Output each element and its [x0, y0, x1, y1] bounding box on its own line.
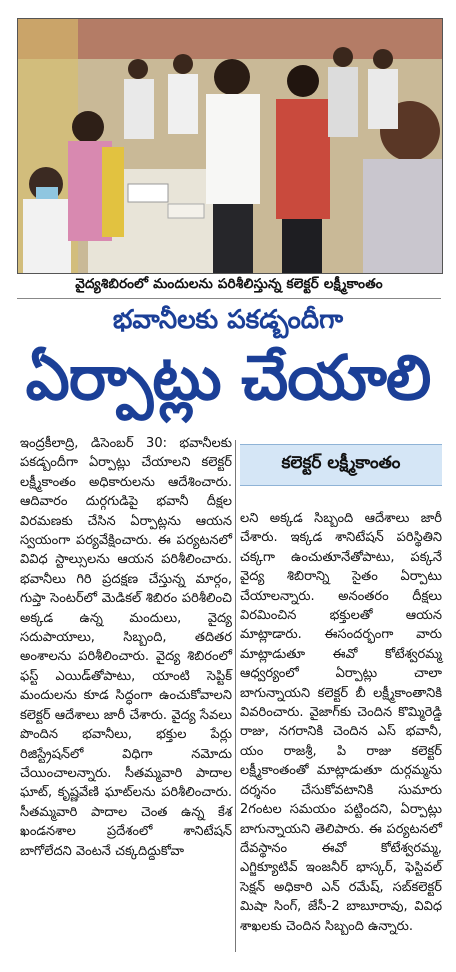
news-photo: [17, 18, 443, 274]
caption-divider: [17, 298, 441, 299]
subhead-text: కలెక్టర్ లక్ష్మీకాంతం: [281, 453, 401, 473]
subhead-box: [240, 444, 442, 486]
column-divider: [235, 440, 236, 952]
headline-main: ఏర్పాట్లు చేయాలి: [25, 341, 431, 414]
photo-illustration: [18, 19, 442, 273]
photo-caption: వైద్యశిబిరంలో మందులను పరిశీలిస్తున్న కలెక్టర్ లక్ష్మీకాంతం: [75, 276, 383, 292]
article-column-right: [240, 509, 442, 936]
article-text-left: ఇంద్రకీలాద్రి, డిసెంబర్ 30: భవానీలకు పకడ్బందీగా ఏర్పాట్లు చేయాలని కలెక్టర్ లక్ష్మీకాంతం అధికారులను ఆదేశించారు. ఆదివారం దుర్గగుడిపై భవానీ దీక్షల విరమణకు చేసిన ఏర్పాట్లను ఆయన స్వయంగా పర్యవేక్షించారు. ఈ పర్యటనలో వివిధ స్టాల్సులను ఆయన పరిశీలించారు. భవానీలు గిరి ప్రదక్షణ చేస్తున్న మార్గం, గుప్తా సెంటర్‌లో మెడికల్ శిబిరం పరిశీలించి అక్కడ ఉన్న మందులు, వైద్య సదుపాయాలు, సిబ్బంది, తదితర అంశాలను పరిశీలించారు. వైద్య శిబిరంలో ఫస్ట్ ఎయిడ్‌తోపాటు, యాంటి సెప్టిక్ మందులను కూడ సిద్ధంగా ఉంచుకోవాలని కలెక్టర్ ఆదేశాలు జారీ చేశారు. వైద్య సేవలు పొందిన భవానీలు, భక్తుల పేర్లు రిజిస్ట్రేషన్‌లో విధిగా నమోదు చేయించాలన్నారు. సీతమ్మవారి పాదాల ఘాట్, కృష్ణవేణి ఘాట్‌లను పరిశీలించారు. సీతమ్మవారి పాదాల చెంత ఉన్న కేశ ఖండనశాల ప్రదేశంలో శానిటేషన్ బాగోలేదని వెంటనే చక్కదిద్దుకోవా: [20, 436, 232, 859]
article-text-right: లని అక్కడ సిబ్బంది ఆదేశాలు జారీ చేశారు. ఇక్కడ శానిటేషన్ పరిస్థితిని చక్కగా ఉంచుతూనేతోపాటు, పక్కనే వైద్య శిబిరాన్ని సైతం ఏర్పాటు చేయాలన్నారు. అనంతరం దీక్షలు విరమించిన భక్తులతో ఆయన మాట్లాడారు. ఈసందర్భంగా వారు మాట్లాడుతూ ఈవో కోటేశ్వరమ్మ ఆధ్వర్యంలో ఏర్పాట్లు చాలా బాగున్నాయని కలెక్టర్ బీ లక్ష్మీకాంతానికి వివరించారు. వైజాగ్‌కు చెందిన కొమ్మిరెడ్డి రాజు, నగరానికి చెందిన ఎస్ భవానీ, యం రాజశ్రీ, పి రాజు కలెక్టర్ లక్ష్మీకాంతంతో మాట్లాడుతూ దుర్గమ్మను దర్శనం చేసుకోవటానికి సుమారు 2గంటల సమయం పట్టిందని, ఏర్పాట్లు బాగున్నాయని తెలిపారు. ఈ పర్యటనలో దేవస్థానం ఈవో కోటేశ్వరమ్మ, ఎగ్జిక్యూటివ్ ఇంజనీర్ భాస్కర్, ఫెస్టివల్ సెక్షన్ అధికారి ఎన్ రమేష్, సబ్‌కలెక్టర్ మిషా సింగ్, జేసీ-2 బాబూరావు, వివిధ శాఖలకు చెందిన సిబ్బంది ఉన్నారు.: [240, 511, 442, 934]
article-column-left: [20, 434, 232, 861]
headline-kicker: భవానీలకు పకడ్బందీగా: [112, 305, 344, 335]
